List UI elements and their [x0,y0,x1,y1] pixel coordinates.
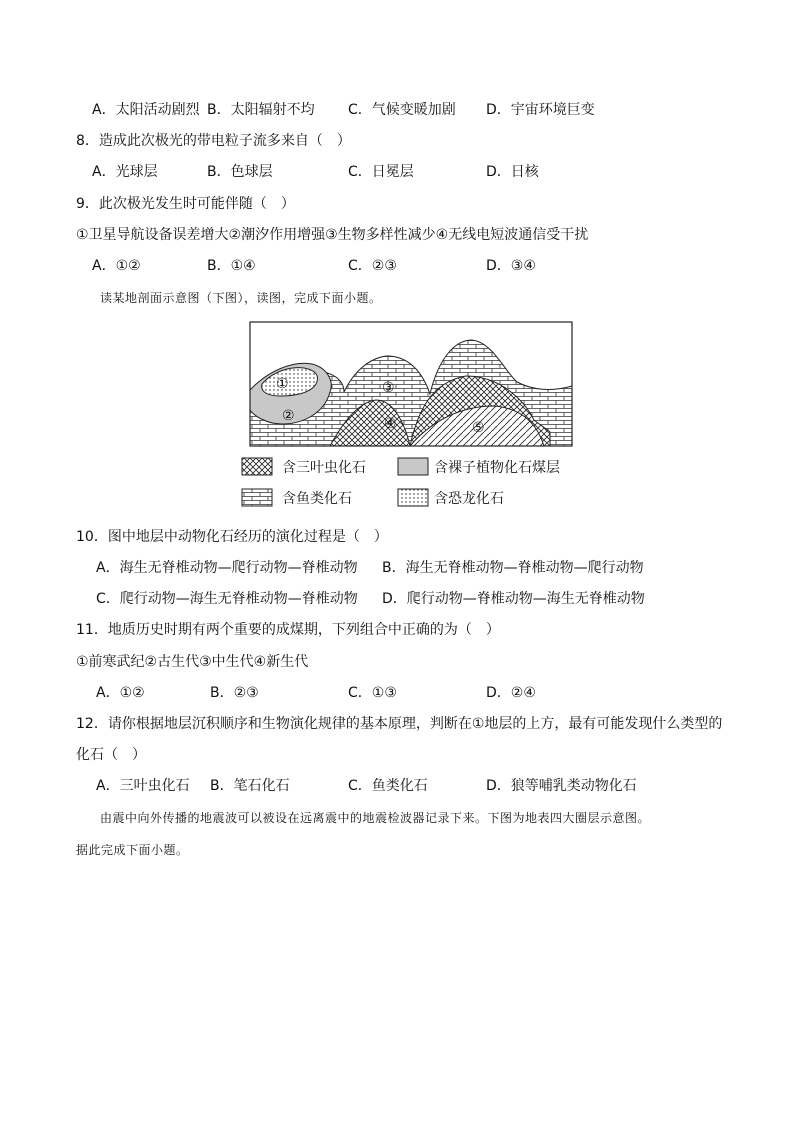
q8-option-a: A．光球层 [92,164,158,180]
intro-1: 读某地剖面示意图（下图），读图，完成下面小题。 [100,291,382,305]
legend-swatch-coal [398,458,428,475]
q11-option-b: B．②③ [210,685,259,701]
label-4: ④ [384,416,397,432]
q10-option-d: D．爬行动物—脊椎动物—海生无脊椎动物 [382,591,645,607]
q7-option-c: C．气候变暖加剧 [348,102,456,118]
q12-option-d: D．狼等哺乳类动物化石 [486,778,637,794]
legend-swatch-dinosaur [398,489,428,506]
label-3: ③ [382,380,395,396]
q9-option-b: B．①④ [207,258,256,274]
q8-stem: 8．造成此次极光的带电粒子流多来自（ ） [76,133,351,149]
legend-fish: 含鱼类化石 [282,491,352,507]
intro-2-line2: 据此完成下面小题。 [76,843,189,857]
q12-stem-line1: 12．请你根据地层沉积顺序和生物演化规律的基本原理，判断在①地层的上方，最有可能发现什么类型的 [76,716,723,732]
q9-option-d: D．③④ [486,258,536,274]
q11-statements: ①前寒武纪②古生代③中生代④新生代 [76,654,309,670]
q8-option-d: D．日核 [486,164,539,180]
legend-coal: 含裸子植物化石煤层 [434,460,560,476]
q7-option-b: B．太阳辐射不均 [207,102,315,118]
q12-stem-line2: 化石（ ） [76,747,146,763]
legend-trilobite: 含三叶虫化石 [282,460,366,476]
q11-option-a: A．①② [96,685,145,701]
q8-option-c: C．日冕层 [348,164,414,180]
q10-stem: 10．图中地层中动物化石经历的演化过程是（ ） [76,529,388,545]
figure-legend [242,458,560,507]
legend-dinosaur: 含恐龙化石 [434,491,504,507]
q9-statements: ①卫星导航设备误差增大②潮汐作用增强③生物多样性减少④无线电短波通信受干扰 [76,227,589,243]
q10-option-c: C．爬行动物—海生无脊椎动物—脊椎动物 [96,591,358,607]
label-5: ⑤ [472,420,485,436]
q9-option-a: A．①② [92,258,141,274]
q12-option-a: A．三叶虫化石 [96,778,190,794]
legend-swatch-fish [242,489,272,506]
q10-option-b: B．海生无脊椎动物—脊椎动物—爬行动物 [382,560,644,576]
legend-swatch-trilobite [242,458,272,475]
q9-stem: 9．此次极光发生时可能伴随（ ） [76,196,295,212]
q11-option-c: C．①③ [348,685,397,701]
profile-section [250,322,572,446]
geologic-profile-figure [232,320,592,512]
q8-option-b: B．色球层 [207,164,273,180]
label-2: ② [282,408,295,424]
q12-option-b: B．笔石化石 [210,778,290,794]
q12-option-c: C．鱼类化石 [348,778,428,794]
label-1: ① [276,376,289,392]
intro-2-line1: 由震中向外传播的地震波可以被设在远离震中的地震检波器记录下来。下图为地表四大圈层示意图。 [100,811,651,825]
q7-option-d: D．宇宙环境巨变 [486,102,595,118]
q10-option-a: A．海生无脊椎动物—爬行动物—脊椎动物 [96,560,358,576]
q11-stem: 11．地质历史时期有两个重要的成煤期，下列组合中正确的为（ ） [76,622,500,638]
q7-option-a: A．太阳活动剧烈 [92,102,200,118]
q11-option-d: D．②④ [486,685,536,701]
q9-option-c: C．②③ [348,258,397,274]
